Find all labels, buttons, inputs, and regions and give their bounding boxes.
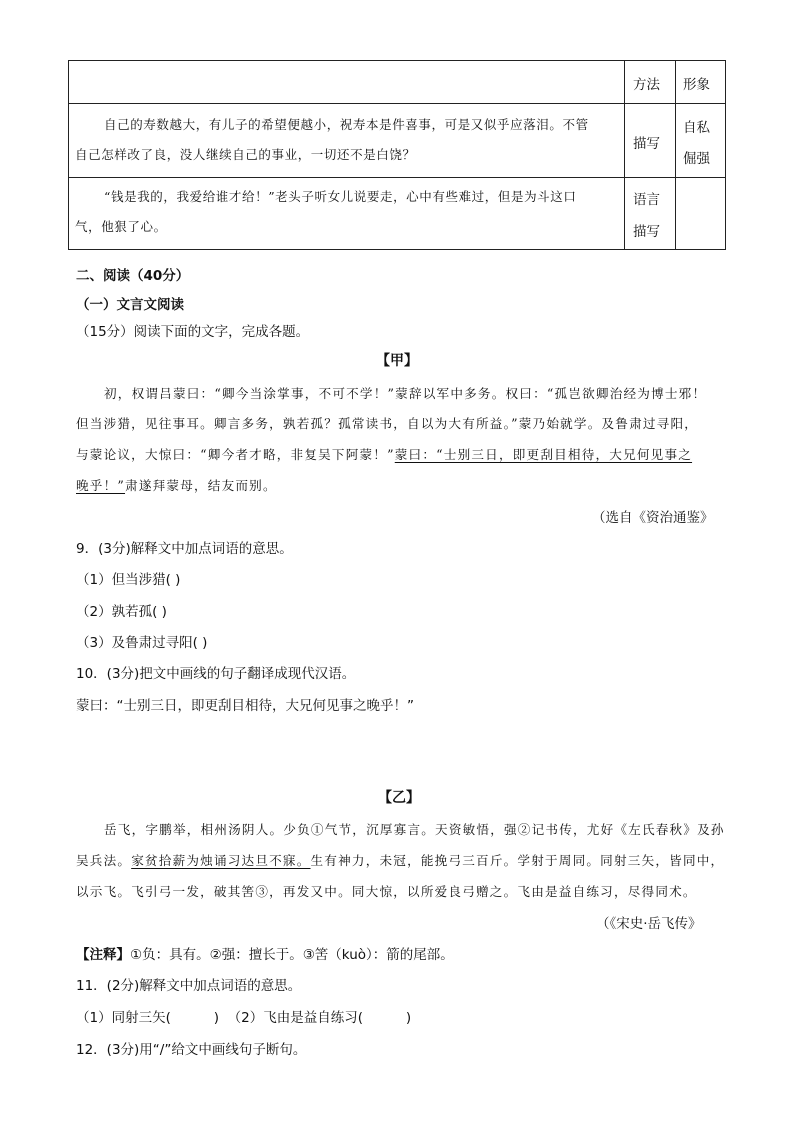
row2-method-1: 语言: [633, 192, 660, 208]
yi-underlined-sentence: 家贫拾薪为烛诵习达旦不寐。: [131, 853, 311, 868]
annotation: [76, 943, 454, 963]
table-column-rule: [624, 60, 625, 250]
row1-image-2: 倔强: [683, 151, 710, 167]
passage-jia-heading: 【甲】: [376, 353, 418, 369]
q9-stem: 9．(3分)解释文中加点词语的意思。: [76, 541, 293, 557]
table-rule: [68, 103, 726, 104]
row1-method: 描写: [633, 136, 660, 152]
yi-line: 岳飞，字鹏举，相州汤阴人。少负①气节，沉厚寡言。天资敏悟，强②记书传，尤好《左氏春秋》及孙: [104, 822, 725, 837]
passage-yi-heading: 【乙】: [378, 790, 420, 806]
row2-text-line2: 气，他狠了心。: [75, 219, 167, 234]
row2-text-line1: “钱是我的，我爱给谁才给！”老头子听女儿说要走，心中有些难过，但是为斗这口: [104, 189, 577, 204]
table-border-bottom: [68, 249, 726, 250]
jia-line-3a: 与蒙论议，大惊曰：“卿今者才略，非复吴下阿蒙！”: [76, 447, 395, 462]
yi-line-2c: 生有神力，未冠，能挽弓三百斤。学射于周同。同射三矢，皆同中，: [310, 853, 725, 868]
analysis-table: [68, 60, 726, 250]
header-method: 方法: [633, 77, 660, 93]
q11-items: （1）同射三矢( ) （2）飞由是益自练习( ): [76, 1010, 412, 1026]
annotation-label: 【注释】: [76, 947, 130, 963]
jia-line: 初，权谓吕蒙曰：“卿今当涂掌事，不可不学！”蒙辞以军中多务。权曰：“孤岂欲卿治经为博士邪！: [104, 386, 707, 401]
yi-line: 以示飞。飞引弓一发，破其筈③，再发又中。同大惊，以所爱良弓赠之。飞由是益自练习，尽得同术。: [76, 884, 697, 899]
jia-underlined-sentence-a: 蒙曰：“士别三日，即更刮目相待，大兄何见事之: [394, 447, 693, 462]
jia-line-4: [76, 475, 277, 494]
q10-sentence: 蒙曰：“士别三日，即更刮目相待，大兄何见事之晚乎！”: [76, 698, 414, 714]
section-intro: （15分）阅读下面的文字，完成各题。: [76, 324, 310, 340]
q12-stem: 12．(3分)用“/”给文中画线句子断句。: [76, 1042, 307, 1058]
table-border-right: [725, 60, 726, 250]
yi-source: （《宋史·岳飞传》: [596, 916, 702, 932]
row1-text-line2: 自己怎样改了良，没人继续自己的事业，一切还不是白饶？: [75, 147, 416, 162]
annotation-text: ①负：具有。②强：擅长于。③筈（kuò）：箭的尾部。: [130, 947, 454, 963]
jia-underlined-sentence-b: 晚乎！”: [76, 478, 126, 493]
row1-image-1: 自私: [683, 120, 710, 136]
yi-line-2a: 吴兵法。: [76, 853, 132, 868]
q11-stem: 11．(2分)解释文中加点词语的意思。: [76, 978, 302, 994]
subsection-title: （一）文言文阅读: [76, 297, 184, 313]
header-image: 形象: [683, 77, 710, 93]
table-border-top: [68, 60, 726, 61]
row2-method-2: 描写: [633, 224, 660, 240]
q9-item: （1）但当涉猎( ): [76, 572, 181, 588]
jia-line: 但当涉猎，见往事耳。卿言多务，孰若孤？孤常读书，自以为大有所益。”蒙乃始就学。及鲁肃过寻阳，: [76, 416, 699, 431]
q9-item: （3）及鲁肃过寻阳( ): [76, 635, 208, 651]
jia-line-4b: 肃遂拜蒙母，结友而别。: [125, 478, 277, 493]
jia-source: （选自《资治通鉴》: [592, 510, 714, 526]
table-border-left: [68, 60, 69, 250]
table-column-rule: [675, 60, 676, 250]
row1-text-line1: 自己的寿数越大，有儿子的希望便越小，祝寿本是件喜事，可是又似乎应落泪。不管: [104, 117, 589, 132]
section-title: 二、阅读（40分）: [76, 268, 190, 284]
q10-stem: 10．(3分)把文中画线的句子翻译成现代汉语。: [76, 666, 356, 682]
jia-line-3: [76, 444, 692, 463]
q9-item: （2）孰若孤( ): [76, 604, 167, 620]
yi-line-2: [76, 850, 724, 869]
table-rule: [68, 177, 726, 178]
